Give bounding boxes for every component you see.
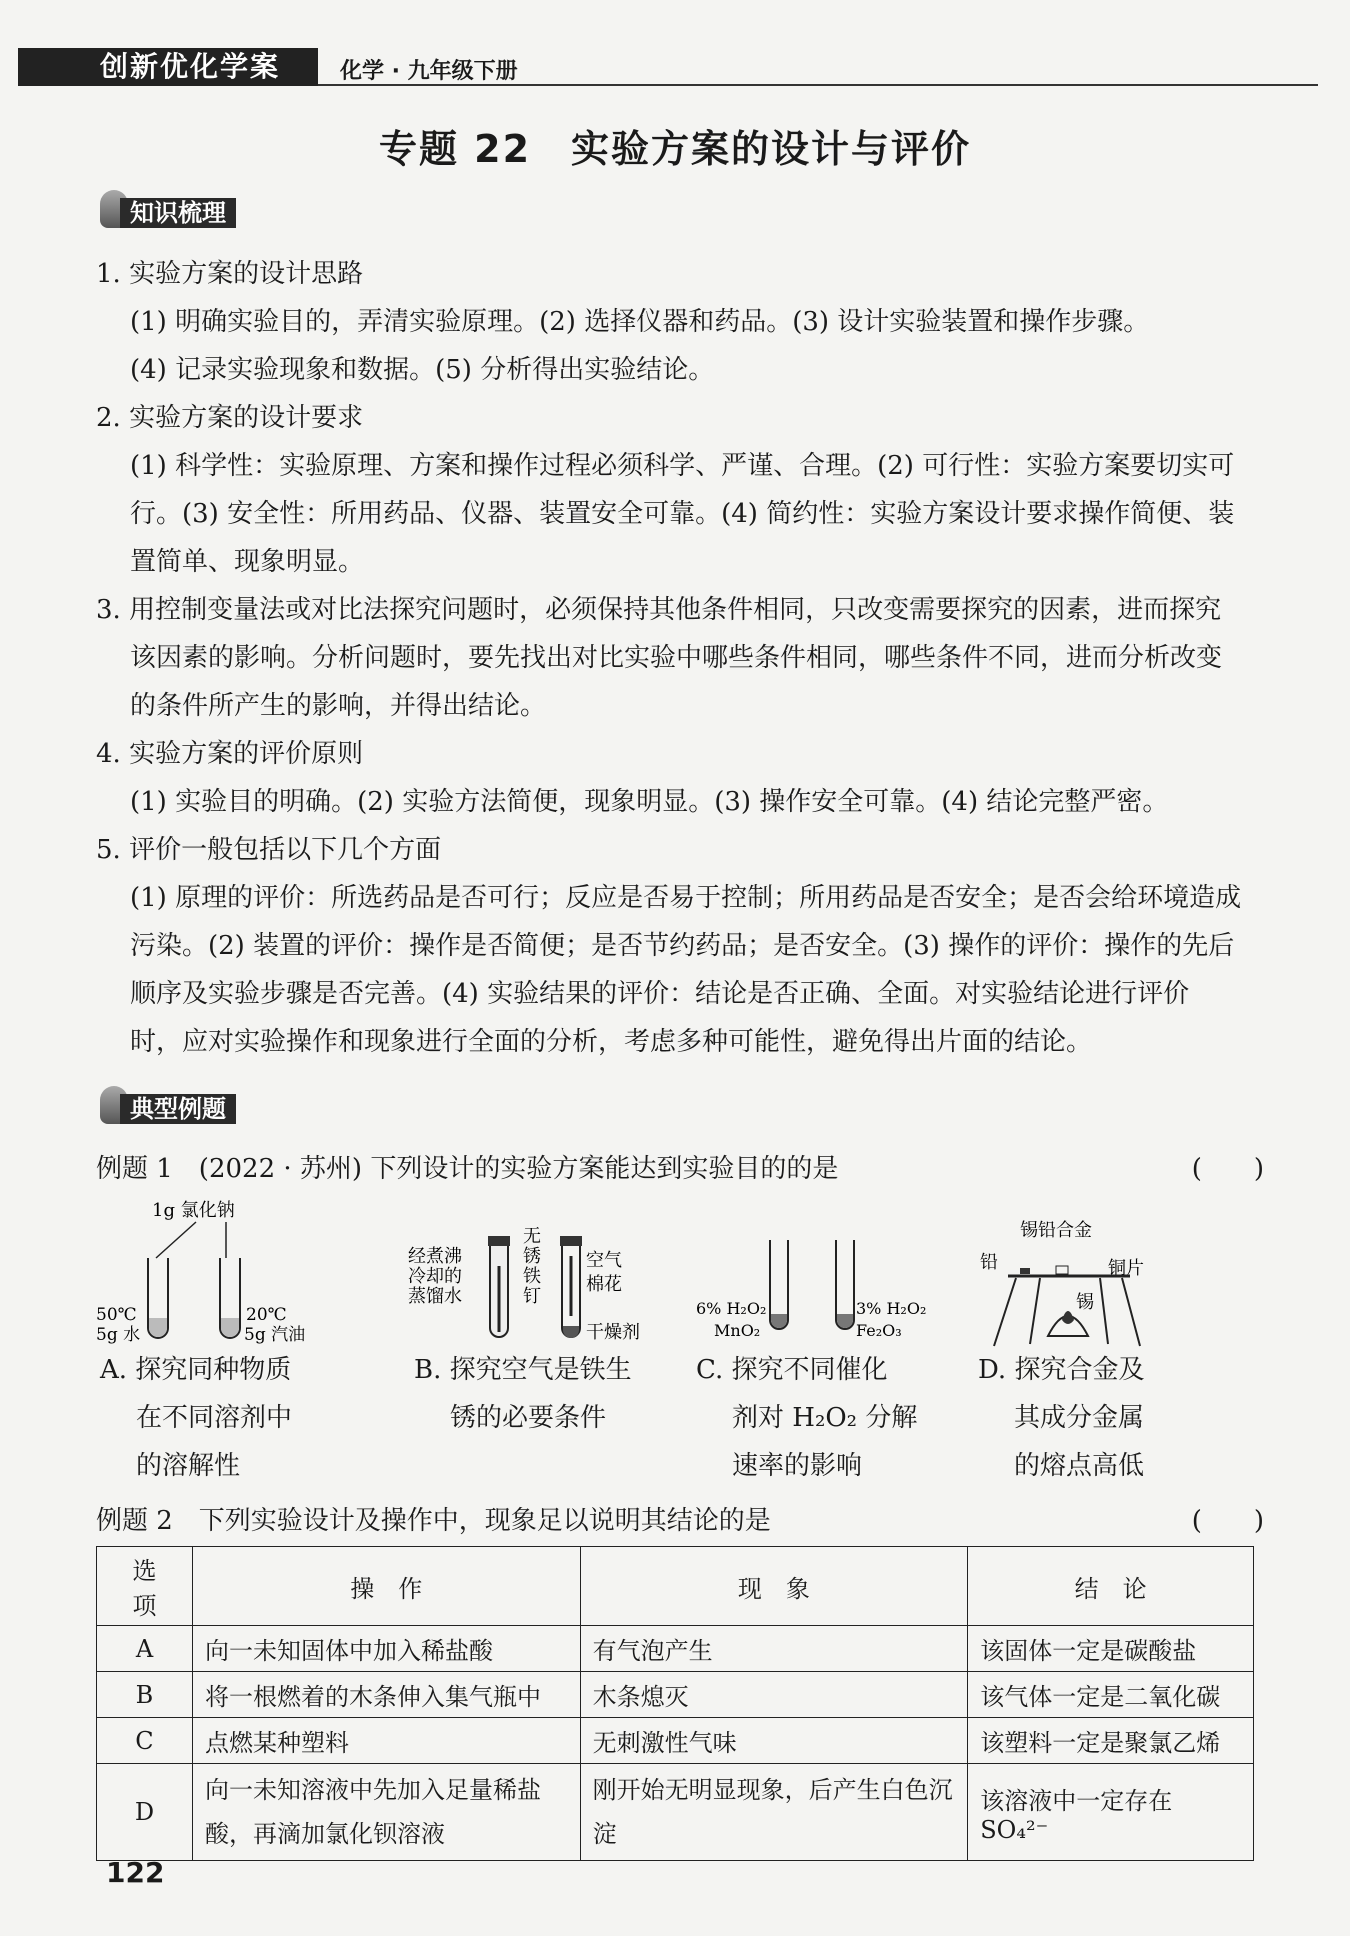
figure-b-rusting: [408, 1226, 668, 1356]
example2-table: [96, 1546, 1254, 1861]
table-cell: 向一未知固体中加入稀盐酸: [192, 1626, 580, 1672]
table-cell: 点燃某种塑料: [192, 1718, 580, 1764]
knowledge-body: [96, 250, 1264, 1066]
knowledge-line: 置简单、现象明显。: [130, 547, 365, 577]
table-cell: C: [97, 1718, 193, 1764]
example1-stem: 例题 1 (2022 · 苏州) 下列设计的实验方案能达到实验目的的是: [96, 1154, 839, 1184]
figA-left-amount: 5g 水: [96, 1325, 141, 1345]
knowledge-line: 4. 实验方案的评价原则: [96, 739, 364, 769]
figD-caption-line3: 的熔点高低: [1014, 1451, 1145, 1481]
example2-stem: 例题 2 下列实验设计及操作中，现象足以说明其结论的是: [96, 1506, 771, 1536]
knowledge-line: 时，应对实验操作和现象进行全面的分析，考虑多种可能性，避免得出片面的结论。: [130, 1027, 1093, 1057]
example2-answer-blank: ( ): [1191, 1506, 1264, 1536]
figA-caption-line1: A. 探究同种物质: [100, 1355, 292, 1385]
figC-caption-line2: 剂对 H₂O₂ 分解: [732, 1403, 918, 1433]
figD-right-label: 铜片: [1108, 1258, 1144, 1279]
figB-nail-label2: 锈: [523, 1246, 541, 1267]
figB-right-label3: 干燥剂: [586, 1322, 640, 1343]
figB-caption-line2: 锈的必要条件: [450, 1403, 607, 1433]
figC-right-label2: Fe₂O₃: [856, 1321, 902, 1340]
figA-caption-line3: 的溶解性: [136, 1451, 241, 1481]
table-cell: 木条熄灭: [580, 1672, 968, 1718]
figB-left-label3: 蒸馏水: [408, 1286, 462, 1307]
example1-stem-line: [96, 1148, 1264, 1185]
figA-right-temp: 20℃: [246, 1305, 287, 1325]
table-row: [97, 1718, 1254, 1764]
table-cell: D: [97, 1764, 193, 1861]
example1-answer-blank: ( ): [1191, 1154, 1264, 1184]
section-examples-label: 典型例题: [120, 1094, 236, 1124]
figB-nail-label4: 钉: [523, 1286, 541, 1307]
knowledge-line: 3. 用控制变量法或对比法探究问题时，必须保持其他条件相同，只改变需要探究的因素，进而探究: [96, 595, 1222, 625]
figB-nail-label3: 铁: [523, 1266, 541, 1287]
figD-caption-line1: D. 探究合金及: [978, 1355, 1145, 1385]
knowledge-line: 2. 实验方案的设计要求: [96, 403, 364, 433]
subject-label: 化学 · 九年级下册: [340, 59, 518, 84]
knowledge-line: 污染。(2) 装置的评价：操作是否简便；是否节约药品；是否安全。(3) 操作的评价：操作的先后: [130, 931, 1235, 961]
knowledge-line: (1) 实验目的明确。(2) 实验方法简便，现象明显。(3) 操作安全可靠。(4) 结论完整严密。: [130, 787, 1169, 817]
knowledge-line: (4) 记录实验现象和数据。(5) 分析得出实验结论。: [130, 355, 715, 385]
table-header: 操 作: [192, 1547, 580, 1626]
table-header: 现 象: [580, 1547, 968, 1626]
table-cell: B: [97, 1672, 193, 1718]
figC-caption-line3: 速率的影响: [732, 1451, 863, 1481]
figB-caption: [414, 1346, 632, 1442]
figA-right-amount: 5g 汽油: [244, 1325, 306, 1345]
figD-top-label: 锡铅合金: [1020, 1220, 1092, 1241]
figA-caption: [100, 1346, 292, 1490]
example2-stem-line: [96, 1500, 1264, 1537]
table-cell: 无刺激性气味: [580, 1718, 968, 1764]
header-rule: [318, 84, 1318, 86]
figD-bottom-label: 锡: [1076, 1292, 1094, 1313]
table-header: 选 项: [97, 1547, 193, 1626]
figD-left-label: 铅: [980, 1252, 998, 1273]
table-cell: A: [97, 1626, 193, 1672]
figC-caption: [696, 1346, 917, 1490]
figure-d-alloy: [980, 1216, 1170, 1356]
table-cell: 该气体一定是二氧化碳: [968, 1672, 1254, 1718]
figure-a-test-tubes: [96, 1196, 336, 1356]
table-cell: 将一根燃着的木条伸入集气瓶中: [192, 1672, 580, 1718]
figC-caption-line1: C. 探究不同催化: [696, 1355, 888, 1385]
figure-c-catalyst: [696, 1226, 926, 1356]
figC-left-label2: MnO₂: [714, 1321, 761, 1340]
table-cell: 向一未知溶液中先加入足量稀盐酸，再滴加氯化钡溶液: [192, 1764, 580, 1861]
page-number: 122: [106, 1856, 165, 1889]
figA-caption-line2: 在不同溶剂中: [136, 1403, 293, 1433]
figD-caption: [978, 1346, 1144, 1490]
figB-right-label2: 棉花: [586, 1274, 622, 1295]
table-row: [97, 1764, 1254, 1861]
knowledge-line: 顺序及实验步骤是否完善。(4) 实验结果的评价：结论是否正确、全面。对实验结论进行评价: [130, 979, 1190, 1009]
figC-right-label1: 3% H₂O₂: [856, 1299, 926, 1318]
table-cell: 有气泡产生: [580, 1626, 968, 1672]
knowledge-line: 的条件所产生的影响，并得出结论。: [130, 691, 547, 721]
figD-caption-line2: 其成分金属: [1014, 1403, 1145, 1433]
knowledge-line: 1. 实验方案的设计思路: [96, 259, 364, 289]
table-header: 结 论: [968, 1547, 1254, 1626]
figB-left-label1: 经煮沸: [408, 1246, 462, 1267]
knowledge-line: 5. 评价一般包括以下几个方面: [96, 835, 442, 865]
table-cell: 该塑料一定是聚氯乙烯: [968, 1718, 1254, 1764]
figB-caption-line1: B. 探究空气是铁生: [414, 1355, 632, 1385]
knowledge-line: (1) 原理的评价：所选药品是否可行；反应是否易于控制；所用药品是否安全；是否会给环境造成: [130, 883, 1242, 913]
table-cell: 该固体一定是碳酸盐: [968, 1626, 1254, 1672]
knowledge-line: 行。(3) 安全性：所用药品、仪器、装置安全可靠。(4) 简约性：实验方案设计要求操作简便、装: [130, 499, 1235, 529]
figC-left-label1: 6% H₂O₂: [696, 1299, 767, 1318]
page-title: 专题 22 实验方案的设计与评价: [378, 127, 972, 171]
table-cell: 该溶液中一定存在 SO₄²⁻: [968, 1764, 1254, 1861]
brand-banner: 创新优化学案: [18, 48, 318, 86]
table-row: [97, 1672, 1254, 1718]
section-knowledge-label: 知识梳理: [120, 198, 236, 228]
knowledge-line: 该因素的影响。分析问题时，要先找出对比实验中哪些条件相同，哪些条件不同，进而分析改变: [130, 643, 1223, 673]
figB-right-label1: 空气: [586, 1250, 622, 1271]
table-row: [97, 1626, 1254, 1672]
figB-left-label2: 冷却的: [408, 1266, 462, 1287]
figA-left-temp: 50℃: [96, 1305, 137, 1325]
table-cell: 刚开始无明显现象，后产生白色沉淀: [580, 1764, 968, 1861]
figB-nail-label1: 无: [523, 1226, 541, 1247]
table-header-row: [97, 1547, 1254, 1626]
figA-top-label: 1g 氯化钠: [152, 1200, 235, 1221]
knowledge-line: (1) 科学性：实验原理、方案和操作过程必须科学、严谨、合理。(2) 可行性：实验方案要切实可: [130, 451, 1235, 481]
knowledge-line: (1) 明确实验目的，弄清实验原理。(2) 选择仪器和药品。(3) 设计实验装置和操作步骤。: [130, 307, 1150, 337]
